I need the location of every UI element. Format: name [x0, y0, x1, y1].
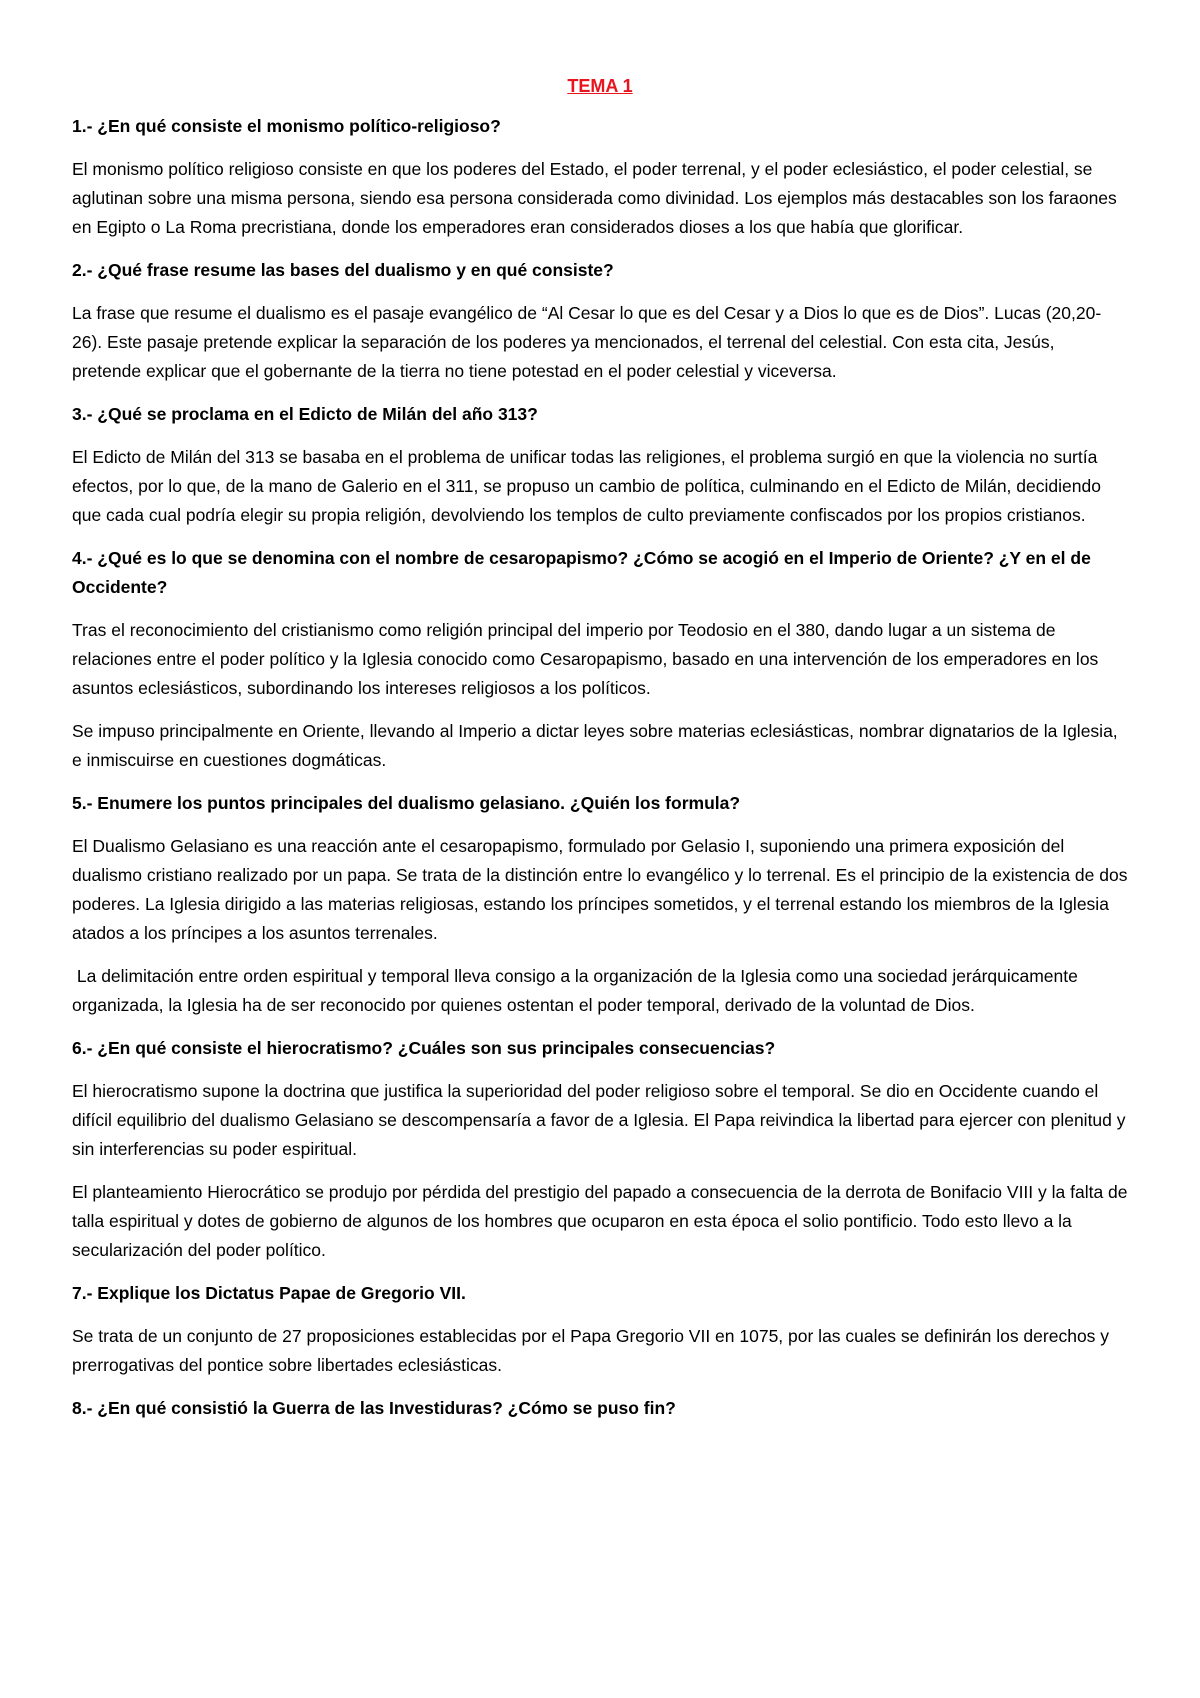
answer-1: El monismo político religioso consiste en que los poderes del Estado, el poder terrenal, y el poder eclesiástico, el poder celestial, se aglutinan sobre una misma persona, siendo esa persona considerada como divinidad. Los ejemplos más destacables son los faraones en Egipto o La Roma precristiana, donde los emperadores eran considerados dioses a los que había que glorificar.	[72, 159, 1117, 237]
answer-7: Se trata de un conjunto de 27 proposiciones establecidas por el Papa Gregorio VII en 1075, por las cuales se definirán los derechos y prerrogativas del pontice sobre libertades eclesiásticas.	[72, 1326, 1110, 1375]
answer-2: La frase que resume el dualismo es el pasaje evangélico de “Al Cesar lo que es del Cesar y a Dios lo que es de Dios”. Lucas (20,20-26). Este pasaje pretende explicar la separación de los poderes ya mencionados, el terrenal del celestial. Con esta cita, Jesús, pretende explicar que el gobernante de la tierra no tiene potestad en el poder celestial y viceversa.	[72, 303, 1102, 381]
question-6: 6.- ¿En qué consiste el hierocratismo? ¿Cuáles son sus principales consecuencias?	[72, 1038, 776, 1058]
answer-6-paragraph-2: El planteamiento Hierocrático se produjo por pérdida del prestigio del papado a consecuencia de la derrota de Bonifacio VIII y la falta de talla espiritual y dotes de gobierno de algunos de los hombres que ocuparon en esta época el solio pontificio. Todo esto llevo a la secularización del poder político.	[72, 1182, 1128, 1260]
question-7: 7.- Explique los Dictatus Papae de Gregorio VII.	[72, 1283, 466, 1303]
answer-4-paragraph-1: Tras el reconocimiento del cristianismo como religión principal del imperio por Teodosio en el 380, dando lugar a un sistema de relaciones entre el poder político y la Iglesia conocido como Cesaropapismo, basado en una intervención de los emperadores en los asuntos eclesiásticos, subordinando los intereses religiosos a los políticos.	[72, 620, 1099, 698]
answer-5-paragraph-2: La delimitación entre orden espiritual y temporal lleva consigo a la organización de la Iglesia como una sociedad jerárquicamente organizada, la Iglesia ha de ser reconocido por quienes ostentan el poder temporal, derivado de la voluntad de Dios.	[72, 966, 1083, 1015]
question-3: 3.- ¿Qué se proclama en el Edicto de Milán del año 313?	[72, 404, 538, 424]
question-5: 5.- Enumere los puntos principales del dualismo gelasiano. ¿Quién los formula?	[72, 793, 741, 813]
answer-6-paragraph-1: El hierocratismo supone la doctrina que justifica la superioridad del poder religioso sobre el temporal. Se dio en Occidente cuando el difícil equilibrio del dualismo Gelasiano se descompensaría a favor de a Iglesia. El Papa reivindica la libertad para ejercer con plenitud y sin interferencias su poder espiritual.	[72, 1081, 1126, 1159]
question-2: 2.- ¿Qué frase resume las bases del dualismo y en qué consiste?	[72, 260, 614, 280]
question-1: 1.- ¿En qué consiste el monismo político-religioso?	[72, 116, 501, 136]
answer-3: El Edicto de Milán del 313 se basaba en el problema de unificar todas las religiones, el problema surgió en que la violencia no surtía efectos, por lo que, de la mano de Galerio en el 311, se propuso un cambio de política, culminando en el Edicto de Milán, decidiendo que cada cual podría elegir su propia religión, devolviendo los templos de culto previamente confiscados por los propios cristianos.	[72, 447, 1101, 525]
question-4: 4.- ¿Qué es lo que se denomina con el nombre de cesaropapismo? ¿Cómo se acogió en el Imperio de Oriente? ¿Y en el de Occidente?	[72, 548, 1091, 597]
answer-4-paragraph-2: Se impuso principalmente en Oriente, llevando al Imperio a dictar leyes sobre materias eclesiásticas, nombrar dignatarios de la Iglesia, e inmiscuirse en cuestiones dogmáticas.	[72, 721, 1118, 770]
answer-5-paragraph-1: El Dualismo Gelasiano es una reacción ante el cesaropapismo, formulado por Gelasio I, suponiendo una primera exposición del dualismo cristiano realizado por un papa. Se trata de la distinción entre lo evangélico y lo terrenal. Es el principio de la existencia de dos poderes. La Iglesia dirigido a las materias religiosas, estando los príncipes sometidos, y el terrenal estando los miembros de la Iglesia atados a los príncipes a los asuntos terrenales.	[72, 836, 1128, 943]
question-8: 8.- ¿En qué consistió la Guerra de las Investiduras? ¿Cómo se puso fin?	[72, 1398, 676, 1418]
document-title: TEMA 1	[567, 76, 633, 96]
